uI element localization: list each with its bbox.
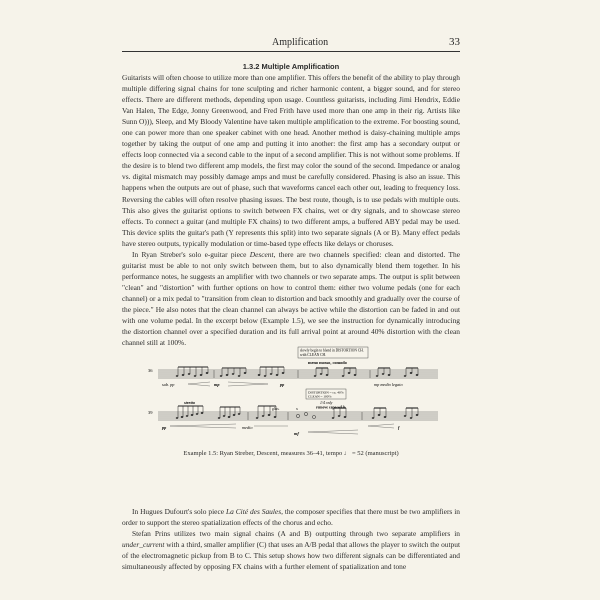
paragraph-text-rest: , there are two channels specified: clean and distorted. The guitarist must be able to not only switch between them, but to also dynamically blend them together. In his performance notes, he suggests an amplifier with two channels or two separate amps. The output is split between "clean" and "distortion" with further options on how to control them: either two volume pedals (one for each channel) or a mix pedal to "transition from clean to distortion and back smoothly and gradually over the course of the piece." He also notes that the clean channel can always be active while the distortion can be faded in and out with one volume pedal. In the excerpt below (Example 1.5), we see the instruction for dynamically introducing the distortion channel over a specified duration and its full arrival point at around 40% distortion with the clean channel still at 100%. <box>122 250 460 348</box>
instruction-upper-line2: with CLEAN CH. <box>300 353 327 357</box>
running-head-title: Amplification <box>272 37 329 48</box>
running-head <box>122 37 460 52</box>
instruction-lower-line1: DISTORTION ~ ca. 40% <box>308 390 344 395</box>
instruction-upper-line1: slowly begin to blend in DISTORTION CH. <box>300 348 364 353</box>
staff-lower <box>158 412 438 420</box>
paragraph-text-rest: , the composer specifies that there must be two amplifiers in order to support the stereo spatialization effects of the chorus and echo. <box>122 507 460 528</box>
dynamic-mf: mf <box>294 431 299 436</box>
section-heading: 1.3.2 Multiple Amplification <box>242 62 340 71</box>
hairpins-lower <box>170 424 394 434</box>
paragraph-text-start: In Hugues Dufourt's solo piece <box>132 507 226 516</box>
quarter-only-text: 1/4 only <box>320 401 333 405</box>
gliss-text: gliss. <box>272 407 280 411</box>
stretto-marking: stretto <box>184 400 195 405</box>
dynamic-medio: medio <box>242 425 253 430</box>
hairpins-upper <box>188 382 268 386</box>
remove-capo-text: remove capo w/l.h. <box>316 405 347 410</box>
dynamic-pp: pp <box>280 382 285 387</box>
music-example-caption: Example 1.5: Ryan Streber, Descent, measures 36–41, tempo ♩ = 52 (manuscript) <box>183 450 399 457</box>
instruction-lower-line2: CLEAN ~ 100% <box>308 394 332 399</box>
paragraph-text <box>122 249 460 348</box>
paragraph-text-start: In Ryan Streber's solo e-guitar piece <box>132 250 250 259</box>
dynamic-pp-lower: pp <box>162 425 167 430</box>
body-paragraph-3 <box>122 506 460 572</box>
paragraph-text-start: Stefan Prins utilizes two main signal chains (A and B) outputting through two separate amplifiers in <box>132 529 460 539</box>
page-number: 33 <box>449 36 460 48</box>
dynamic-f: f <box>398 425 400 430</box>
tempo-marking: meno mosso, comodo <box>308 360 347 365</box>
paragraph-text: Guitarists will often choose to utilize more than one amplifier. This offers the benefit of the ability to play through multiple differing signal chains for tone sculpting and richer harmonic content, a bigger sound, and for stereo effects. There are different methods, depending upon usage. Countless guitarists, including Jimi Hendrix, Eddie Van Halen, The Edge, Jonny Greenwood, and Fred Frith have used more than one amp in their rig. Artists like Sunn O))), Sleep, and My Bloody Valentine have taken multiple amplification to the extreme. For boosting sound, one can power more than one speaker cabinet with one head. Another method is daisy-chaining multiple amps together by taking the output of one amp and putting it into another: the first amp has a secondary output or effects loop connected via a second cable to the input of a second amplifier. This is not without some problems. If the desire is to blend two different amp models, the first may color the sound of the second. Impedance or analog vs. digital mismatch may possibly damage amps and must be carefully considered. Phasing is also an issue. This happens when the outputs are out of phase, such that waveforms cancel each other out, leading to frequency loss. Reversing the cables will often resolve phasing issues. The best route, though, is to use pedals with multiple outs. This also gives the guitarist options to switch between FX chains, wet or dry signals, and to showcase stereo effects. To connect a guitar (and multiple FX chains) to two different amps, a buffered ABY pedal may be used. This device splits the guitar's path (Y represents this split) into two separate signals (A or B). Many effect pedals have stereo outputs, typically modulation or time-based type effects like delays or choruses. <box>122 73 460 248</box>
paragraph-prins <box>122 528 460 572</box>
paragraph-dufourt <box>122 506 460 528</box>
work-title: under_current <box>122 540 165 550</box>
work-title: Descent <box>249 250 274 259</box>
measure-number-39: 39 <box>148 410 153 415</box>
body-paragraph-2 <box>122 249 460 348</box>
dynamic-sub-pp: sub. pp <box>162 382 175 387</box>
paragraph-text-rest: with a third, smaller amplifier (C) that uses an A/B pedal that allows the player to switch the output of the electromagnetic pickup from B to C. This setup shows how two different signals can be differentiated and simultaneously affected by opposing FX chains with a further element of spatialization and tone <box>122 540 460 572</box>
dynamic-mp: mp <box>214 382 220 387</box>
x-mark: x <box>296 407 298 411</box>
body-paragraph-1 <box>122 72 460 249</box>
measure-number-36: 36 <box>148 368 153 373</box>
notes-upper <box>176 367 419 378</box>
work-title: La Cité des Saules <box>225 507 282 516</box>
dynamic-mp-medio: mp medio legato <box>374 382 403 387</box>
music-example <box>148 346 438 442</box>
